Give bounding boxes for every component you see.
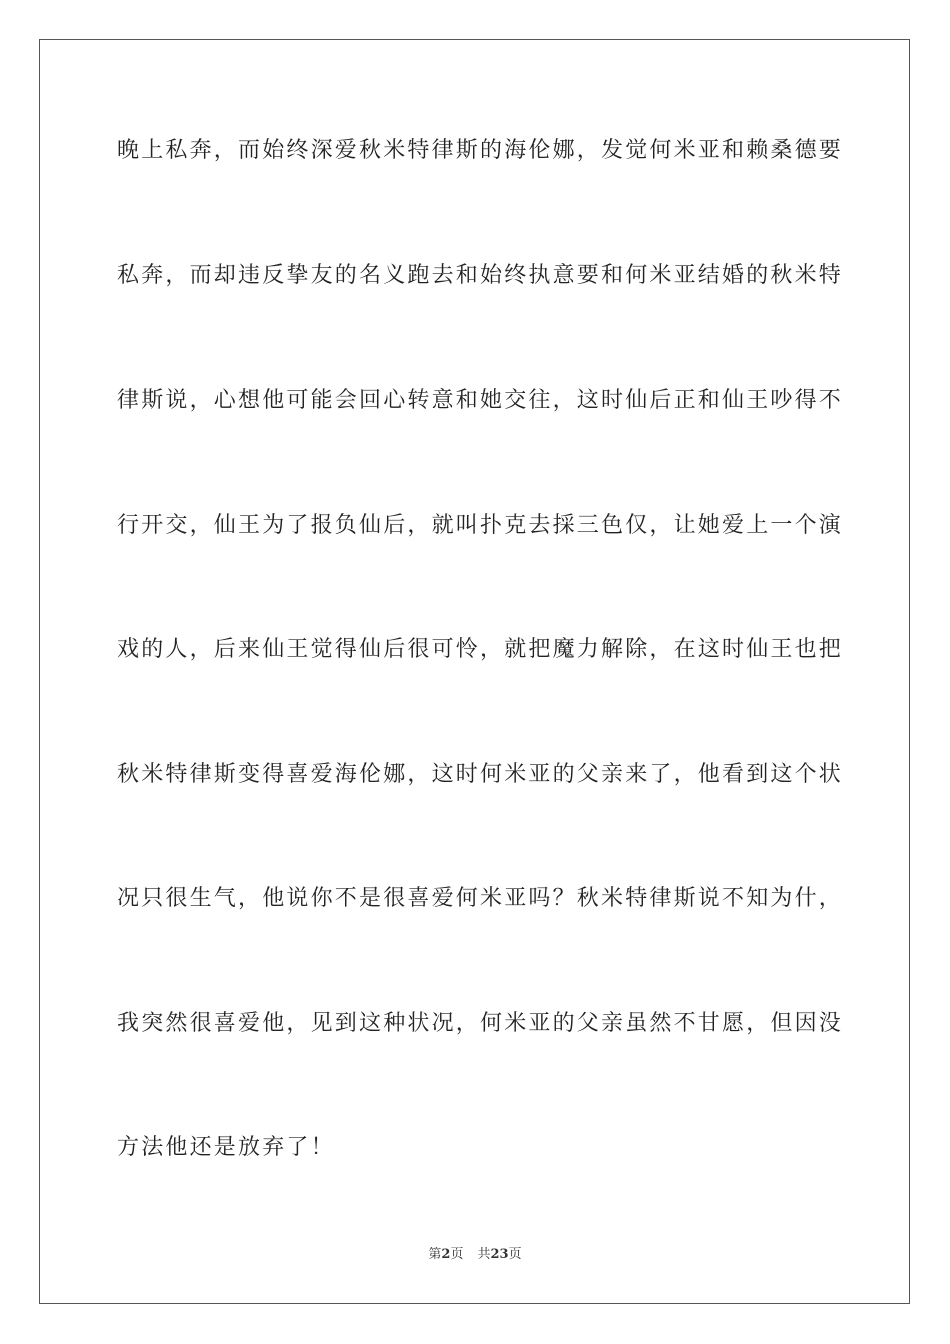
text-line: 况只很生气，他说你不是很喜爱何米亚吗？秋米特律斯说不知为什，: [117, 886, 844, 911]
page-footer: [0, 1246, 950, 1264]
total-prefix: 共: [477, 1247, 491, 1262]
page-number: 2: [441, 1247, 451, 1262]
page-suffix: 页: [450, 1247, 464, 1262]
text-line: 律斯说，心想他可能会回心转意和她交往，这时仙后正和仙王吵得不: [117, 388, 844, 413]
text-line: 方法他还是放弃了！: [117, 1135, 335, 1160]
text-line: 秋米特律斯变得喜爱海伦娜，这时何米亚的父亲来了，他看到这个状: [117, 762, 844, 787]
text-line: 我突然很喜爱他，见到这种状况，何米亚的父亲虽然不甘愿，但因没: [117, 1011, 844, 1036]
text-line: 晚上私奔，而始终深爱秋米特律斯的海伦娜，发觉何米亚和赖桑德要: [117, 138, 844, 163]
text-line: 戏的人，后来仙王觉得仙后很可怜，就把魔力解除，在这时仙王也把: [117, 637, 844, 662]
total-pages: 23: [490, 1247, 509, 1262]
text-line: 行开交，仙王为了报负仙后，就叫扑克去採三色仅，让她爱上一个演: [117, 513, 844, 538]
page-border: [39, 39, 910, 1304]
text-line: 私奔，而却违反挚友的名义跑去和始终执意要和何米亚结婚的秋米特: [117, 263, 844, 288]
page-prefix: 第: [428, 1247, 442, 1262]
total-suffix: 页: [508, 1247, 522, 1262]
